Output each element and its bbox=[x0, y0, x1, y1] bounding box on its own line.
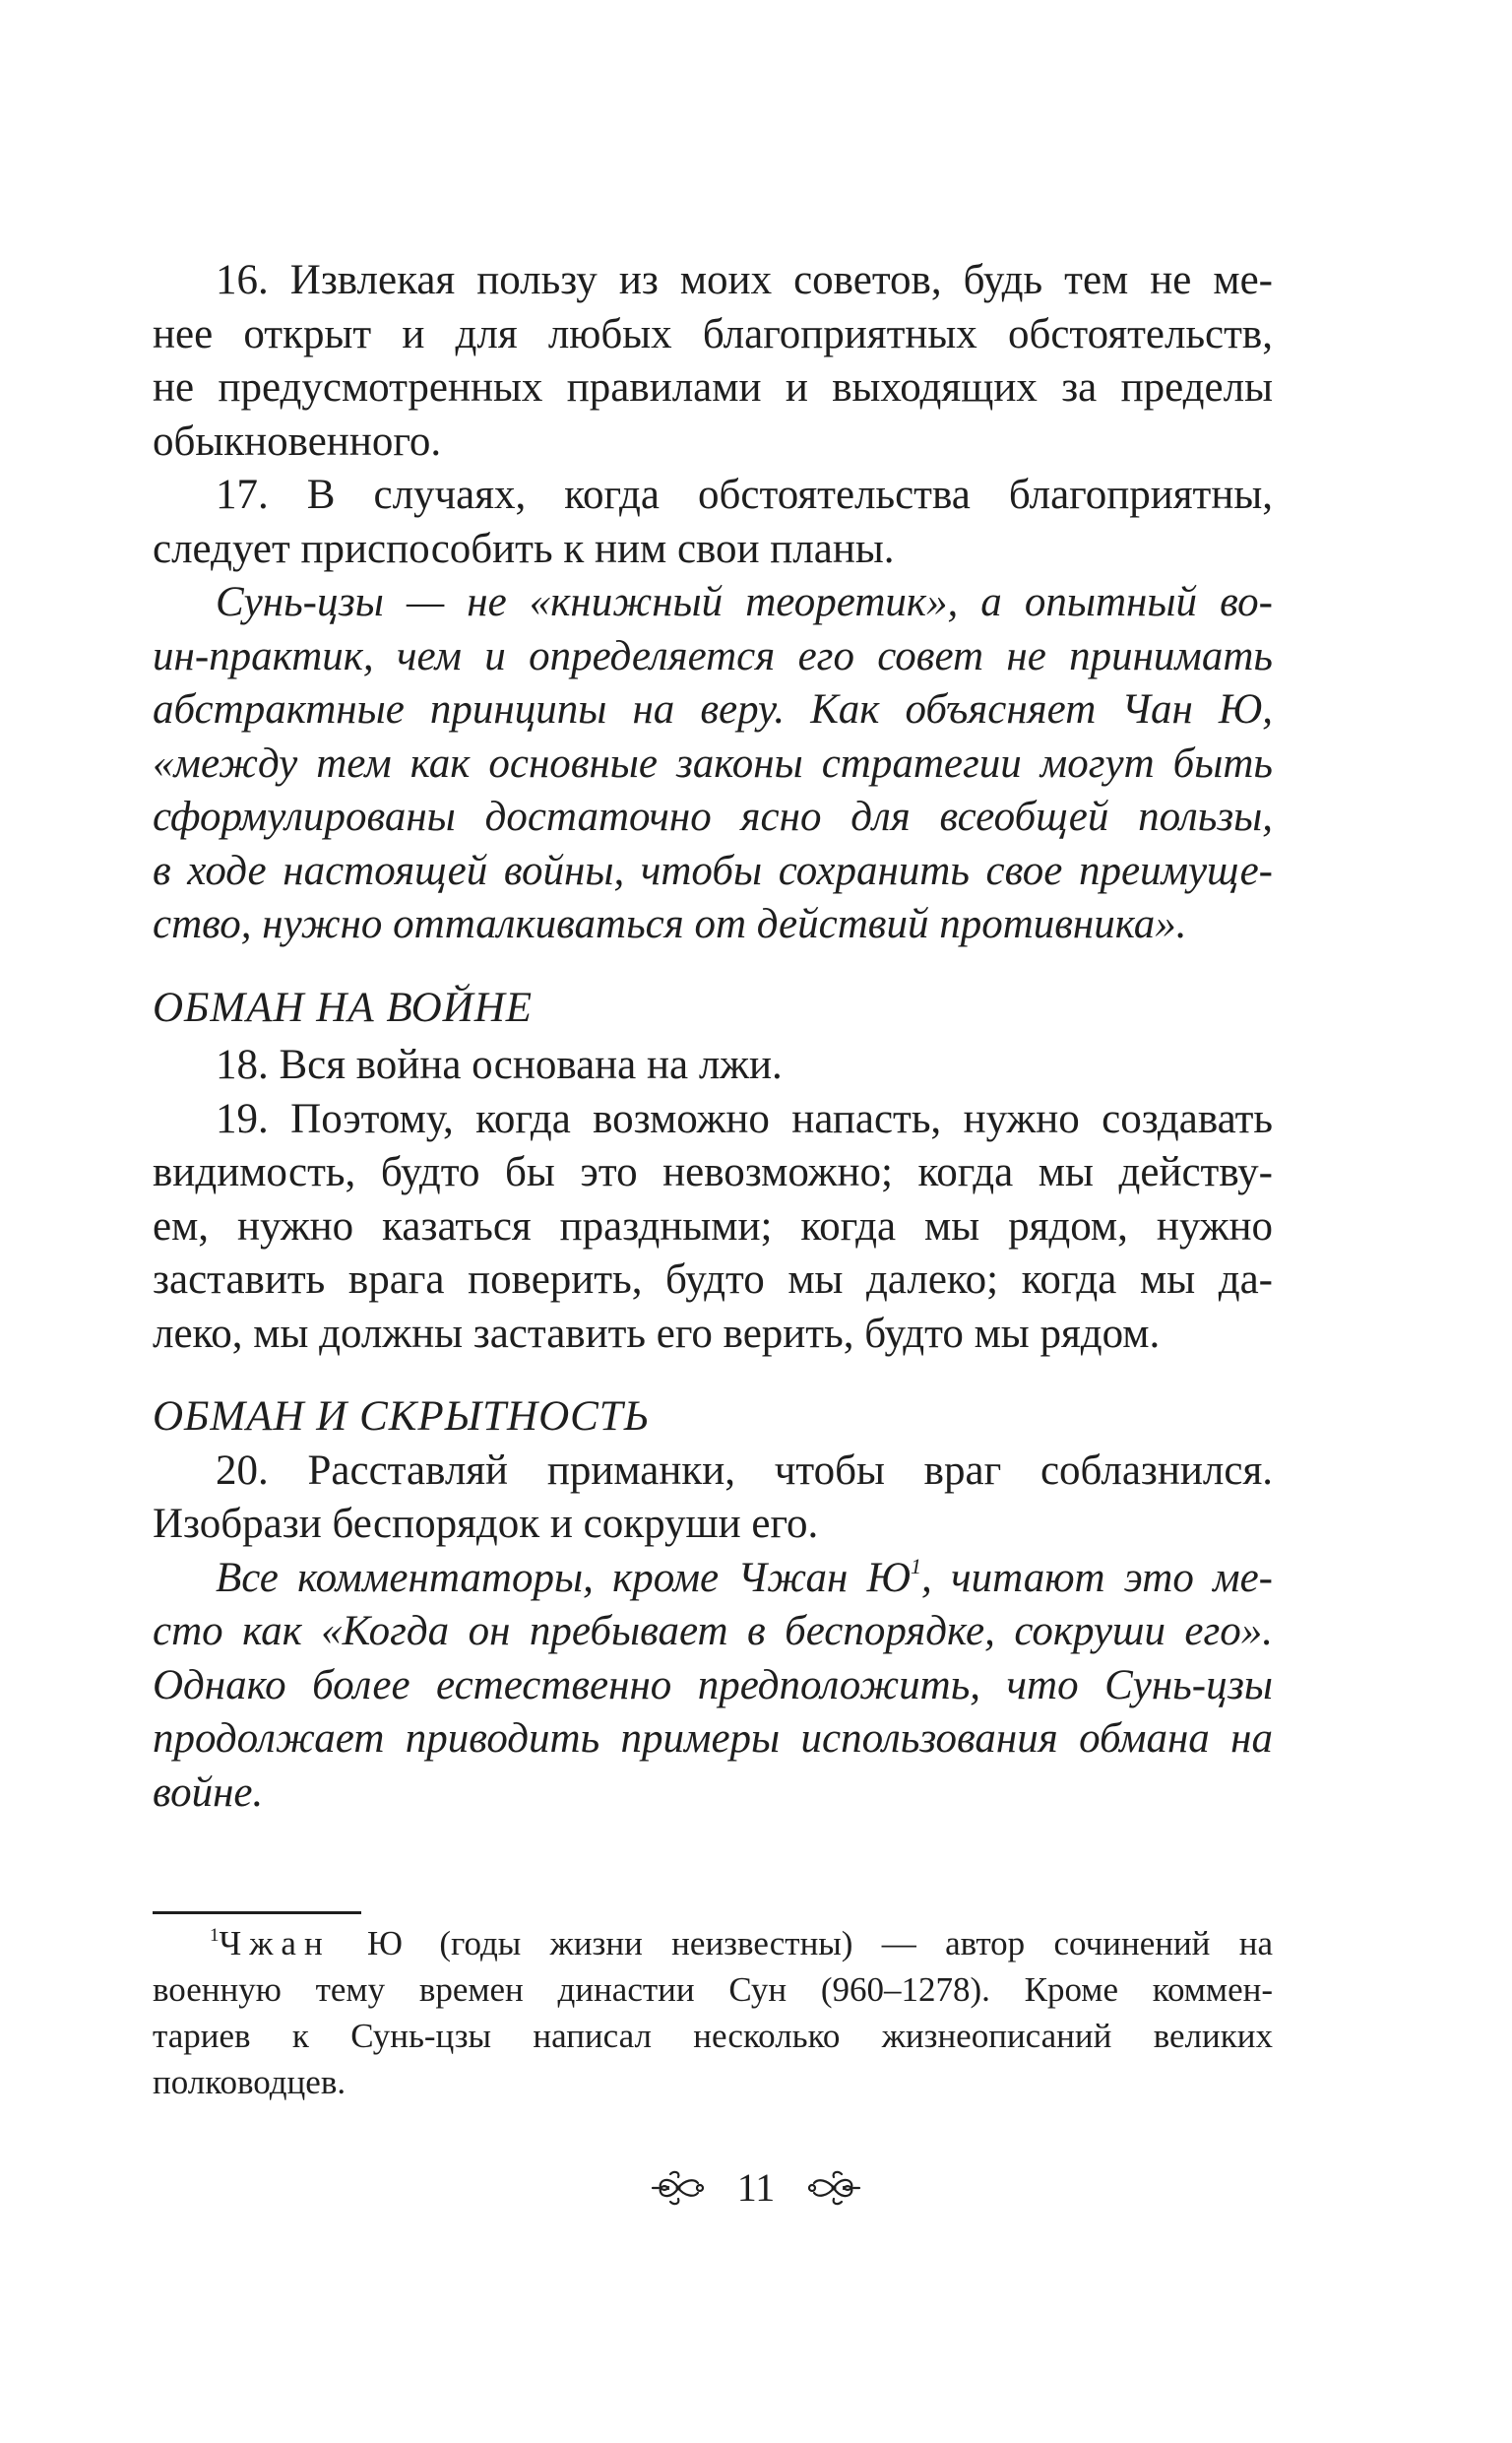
footnote-line: полководцев. bbox=[153, 2063, 346, 2101]
text-line: 20. Расставляй приманки, чтобы враг соблазнился. bbox=[216, 1447, 1273, 1494]
commentary-text: Все комментаторы, кроме Чжан Ю bbox=[216, 1554, 912, 1601]
text-line: «между тем как основные законы стратегии могут быть bbox=[153, 739, 1273, 787]
footnote-divider bbox=[153, 1911, 361, 1914]
text-line: нее открыт и для любых благоприятных обстоятельств, bbox=[153, 310, 1273, 357]
commentary-2 bbox=[153, 1552, 1273, 1821]
text-line: ем, нужно казаться праздными; когда мы рядом, нужно bbox=[153, 1202, 1273, 1250]
footnote-line: тариев к Сунь-цзы написал несколько жизнеописаний великих bbox=[153, 2017, 1273, 2055]
text-line: ство, нужно отталкиваться от действий противника». bbox=[153, 901, 1187, 947]
text-line: Изобрази беспорядок и сокруши его. bbox=[153, 1501, 819, 1547]
text-line: леко, мы должны заставить его верить, будто мы рядом. bbox=[153, 1310, 1161, 1357]
footnote-line: военную тему времен династии Сун (960–1278). Кроме коммен- bbox=[153, 1970, 1273, 2009]
footnote bbox=[153, 1920, 1273, 2105]
text-line: продолжает приводить примеры использования обмана на bbox=[153, 1715, 1273, 1762]
footnote-text: (годы жизни неизвестны) — автор сочинений на bbox=[439, 1924, 1274, 1962]
text-line: заставить врага поверить, будто мы далеко; когда мы да- bbox=[153, 1256, 1273, 1303]
text-line: следует приспособить к ним свои планы. bbox=[153, 525, 895, 572]
floral-ornament-icon bbox=[651, 2166, 706, 2210]
footnote-mark: 1 bbox=[210, 1925, 220, 1946]
text-line: сформулированы достаточно ясно для всеобщей пользы, bbox=[153, 794, 1273, 840]
paragraph-20 bbox=[153, 1445, 1273, 1552]
floral-ornament-icon bbox=[806, 2166, 861, 2210]
text-line: абстрактные принципы на веру. Как объясняет Чан Ю, bbox=[153, 686, 1273, 733]
commentary-text: , читают это ме- bbox=[921, 1554, 1273, 1601]
text-line: 19. Поэтому, когда возможно напасть, нужно создавать bbox=[216, 1095, 1273, 1142]
text-line: обыкновенного. bbox=[153, 418, 442, 465]
footnote-reference[interactable]: 1 bbox=[911, 1553, 922, 1578]
text-line bbox=[153, 1552, 1273, 1606]
paragraph-17 bbox=[153, 469, 1273, 576]
paragraph-19 bbox=[153, 1093, 1273, 1362]
text-line: сто как «Когда он пребывает в беспорядке, сокруши его». bbox=[153, 1608, 1273, 1654]
paragraph-16 bbox=[153, 254, 1273, 469]
paragraph-18: 18. Вся война основана на лжи. bbox=[216, 1042, 783, 1088]
text-line: не предусмотренных правилами и выходящих за пределы bbox=[153, 364, 1273, 411]
text-line: видимость, будто бы это невозможно; когда мы действу- bbox=[153, 1149, 1273, 1195]
commentary-1 bbox=[153, 576, 1273, 952]
section-heading: ОБМАН И СКРЫТНОСТЬ bbox=[153, 1393, 651, 1440]
text-line: 17. В случаях, когда обстоятельства благоприятны, bbox=[216, 472, 1273, 518]
footnote-name: Чжан Ю bbox=[219, 1924, 411, 1962]
text-line: в ходе настоящей войны, чтобы сохранить свое преимуще- bbox=[153, 847, 1273, 894]
text-line: войне. bbox=[153, 1768, 264, 1816]
page-body bbox=[153, 254, 1273, 1820]
footnote-line bbox=[153, 1920, 1273, 1966]
text-line: Однако более естественно предположить, что Сунь-цзы bbox=[153, 1661, 1273, 1708]
page-footer bbox=[0, 2154, 1512, 2218]
text-line: Сунь-цзы — не «книжный теоретик», а опытный во- bbox=[216, 579, 1273, 625]
section-heading: ОБМАН НА ВОЙНЕ bbox=[153, 984, 534, 1031]
text-line: 16. Извлекая пользу из моих советов, будь тем не ме- bbox=[216, 257, 1273, 303]
page-number: 11 bbox=[736, 2164, 776, 2210]
text-line: ин-практик, чем и определяется его совет не принимать bbox=[153, 632, 1273, 679]
